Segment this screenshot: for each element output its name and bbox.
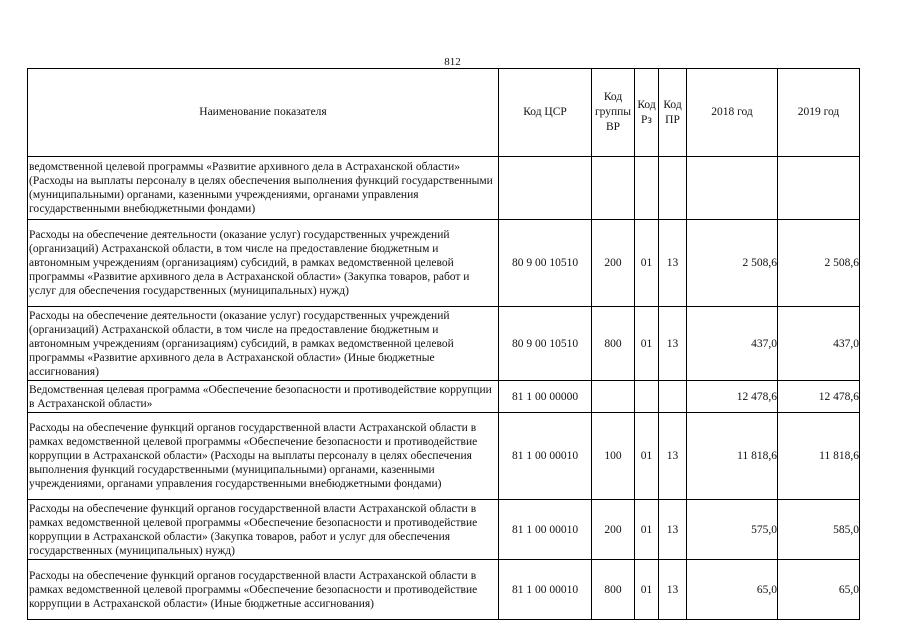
row-pr-code: 13 bbox=[659, 307, 687, 381]
header-pr-code: Код ПР bbox=[659, 69, 687, 157]
header-name: Наименование показателя bbox=[28, 69, 499, 157]
row-rz-code bbox=[635, 381, 659, 413]
row-value-2019: 585,0 bbox=[778, 500, 860, 560]
row-vr-code bbox=[592, 157, 635, 220]
header-csr-code: Код ЦСР bbox=[499, 69, 592, 157]
row-vr-code: 800 bbox=[592, 560, 635, 620]
row-vr-code: 800 bbox=[592, 307, 635, 381]
table-body bbox=[28, 157, 860, 620]
row-value-2019: 12 478,6 bbox=[778, 381, 860, 413]
row-value-2018: 2 508,6 bbox=[687, 220, 778, 307]
header-vr-code: Код группы ВР bbox=[592, 69, 635, 157]
row-value-2019 bbox=[778, 157, 860, 220]
table-row bbox=[28, 560, 860, 620]
row-csr-code: 81 1 00 00010 bbox=[499, 500, 592, 560]
table-row bbox=[28, 157, 860, 220]
table-row bbox=[28, 381, 860, 413]
row-name: Расходы на обеспечение деятельности (оказание услуг) государственных учреждений (организаций) Астраханской области, в том числе на предоставление бюджетным и автономным учреждениям (организациям) субсидий, в рамках ведомственной целевой программы «Развитие архивного дела в Астраханской области» (Закупка товаров, работ и услуг для обеспечения государственных (муниципальных) нужд) bbox=[28, 220, 499, 307]
table-row bbox=[28, 500, 860, 560]
row-vr-code: 100 bbox=[592, 413, 635, 500]
row-pr-code bbox=[659, 157, 687, 220]
row-name: Расходы на обеспечение функций органов государственной власти Астраханской области в рамках ведомственной целевой программы «Обеспечение безопасности и противодействие коррупции в Астраханской области» (Расходы на выплаты персоналу в целях обеспечения выполнения функций государственными (муниципальными) органами, казенными учреждениями, органами управления государственными внебюджетными фондами) bbox=[28, 413, 499, 500]
row-value-2018: 65,0 bbox=[687, 560, 778, 620]
table-row bbox=[28, 220, 860, 307]
row-vr-code bbox=[592, 381, 635, 413]
row-csr-code: 80 9 00 10510 bbox=[499, 220, 592, 307]
row-name: Расходы на обеспечение деятельности (оказание услуг) государственных учреждений (организаций) Астраханской области, в том числе на предоставление бюджетным и автономным учреждениям (организациям) субсидий, в рамках ведомственной целевой программы «Развитие архивного дела в Астраханской области» (Иные бюджетные ассигнования) bbox=[28, 307, 499, 381]
row-pr-code: 13 bbox=[659, 560, 687, 620]
row-pr-code: 13 bbox=[659, 500, 687, 560]
row-vr-code: 200 bbox=[592, 220, 635, 307]
row-name: Ведомственная целевая программа «Обеспечение безопасности и противодействие коррупции в Астраханской области» bbox=[28, 381, 499, 413]
row-rz-code: 01 bbox=[635, 413, 659, 500]
row-value-2018: 575,0 bbox=[687, 500, 778, 560]
row-name: ведомственной целевой программы «Развитие архивного дела в Астраханской области» (Расходы на выплаты персоналу в целях обеспечения выполнения функций государственными (муниципальными) органами, казенными учреждениями, органами управления государственными внебюджетными фондами) bbox=[28, 157, 499, 220]
table-row bbox=[28, 307, 860, 381]
row-value-2018 bbox=[687, 157, 778, 220]
row-value-2018: 437,0 bbox=[687, 307, 778, 381]
budget-table bbox=[27, 68, 860, 620]
header-year-2018: 2018 год bbox=[687, 69, 778, 157]
row-pr-code: 13 bbox=[659, 220, 687, 307]
header-year-2019: 2019 год bbox=[778, 69, 860, 157]
row-csr-code bbox=[499, 157, 592, 220]
table-header bbox=[28, 69, 860, 157]
row-vr-code: 200 bbox=[592, 500, 635, 560]
table-row bbox=[28, 413, 860, 500]
row-value-2018: 11 818,6 bbox=[687, 413, 778, 500]
row-rz-code bbox=[635, 157, 659, 220]
row-value-2019: 65,0 bbox=[778, 560, 860, 620]
row-csr-code: 81 1 00 00010 bbox=[499, 413, 592, 500]
row-rz-code: 01 bbox=[635, 220, 659, 307]
row-pr-code: 13 bbox=[659, 413, 687, 500]
row-rz-code: 01 bbox=[635, 500, 659, 560]
row-value-2019: 2 508,6 bbox=[778, 220, 860, 307]
row-csr-code: 81 1 00 00010 bbox=[499, 560, 592, 620]
row-rz-code: 01 bbox=[635, 307, 659, 381]
row-pr-code bbox=[659, 381, 687, 413]
row-value-2019: 11 818,6 bbox=[778, 413, 860, 500]
row-value-2018: 12 478,6 bbox=[687, 381, 778, 413]
row-rz-code: 01 bbox=[635, 560, 659, 620]
row-csr-code: 80 9 00 10510 bbox=[499, 307, 592, 381]
row-value-2019: 437,0 bbox=[778, 307, 860, 381]
header-rz-code: Код Рз bbox=[635, 69, 659, 157]
row-name: Расходы на обеспечение функций органов государственной власти Астраханской области в рамках ведомственной целевой программы «Обеспечение безопасности и противодействие коррупции в Астраханской области» (Иные бюджетные ассигнования) bbox=[28, 560, 499, 620]
row-name: Расходы на обеспечение функций органов государственной власти Астраханской области в рамках ведомственной целевой программы «Обеспечение безопасности и противодействие коррупции в Астраханской области» (Закупка товаров, работ и услуг для обеспечения государственных (муниципальных) нужд) bbox=[28, 500, 499, 560]
page-number: 812 bbox=[444, 56, 461, 68]
row-csr-code: 81 1 00 00000 bbox=[499, 381, 592, 413]
